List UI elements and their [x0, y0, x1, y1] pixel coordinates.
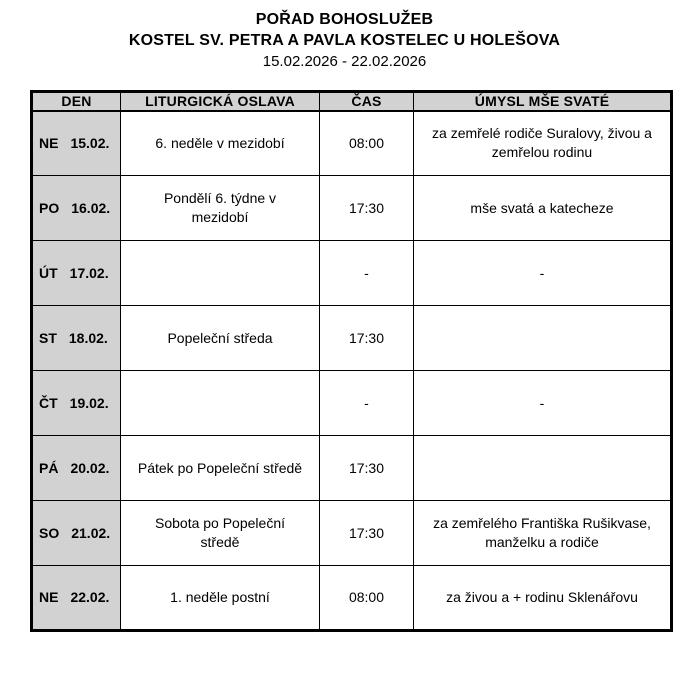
day-cell	[32, 111, 121, 176]
day-abbrev: SO	[39, 524, 60, 541]
intention-cell: za živou a + rodinu Sklenářovu	[414, 566, 672, 631]
day-cell	[32, 371, 121, 436]
table-row	[32, 306, 672, 371]
intention-cell: za zemřelé rodiče Suralovy, živou a zemřelou rodinu	[414, 111, 672, 176]
celebration-cell	[121, 241, 320, 306]
intention-cell: -	[414, 241, 672, 306]
header-row	[32, 92, 672, 111]
table-row	[32, 371, 672, 436]
time-cell: 17:30	[320, 176, 414, 241]
celebration-cell	[121, 371, 320, 436]
time-cell: -	[320, 371, 414, 436]
day-abbrev: ST	[39, 329, 57, 346]
time-cell: 08:00	[320, 111, 414, 176]
day-cell	[32, 501, 121, 566]
table-row	[32, 436, 672, 501]
day-date: 20.02.	[70, 459, 110, 476]
day-cell	[32, 306, 121, 371]
day-date: 16.02.	[71, 199, 111, 216]
day-abbrev: ÚT	[39, 264, 58, 281]
time-cell: 08:00	[320, 566, 414, 631]
celebration-cell: Sobota po Popeleční středě	[121, 501, 320, 566]
day-cell	[32, 241, 121, 306]
celebration-cell: Pátek po Popeleční středě	[121, 436, 320, 501]
day-date: 17.02.	[69, 264, 109, 281]
intention-cell	[414, 436, 672, 501]
day-date: 22.02.	[70, 589, 110, 606]
intention-cell: -	[414, 371, 672, 436]
header-cell-umysl-mse-svate: ÚMYSL MŠE SVATÉ	[414, 92, 672, 111]
date-range: 15.02.2026 - 22.02.2026	[262, 53, 427, 70]
day-abbrev: PO	[39, 199, 60, 216]
table-row	[32, 111, 672, 176]
schedule-table-body	[32, 111, 672, 631]
header-cell-liturgicka-oslava: LITURGICKÁ OSLAVA	[121, 92, 320, 111]
intention-cell	[414, 306, 672, 371]
header-cell-den: DEN	[32, 92, 121, 111]
time-cell: -	[320, 241, 414, 306]
table-row	[32, 501, 672, 566]
day-date: 19.02.	[69, 394, 109, 411]
church-title: KOSTEL SV. PETRA A PAVLA KOSTELEC U HOLEŠOVA	[128, 32, 561, 49]
day-abbrev: NE	[39, 134, 59, 151]
table-row	[32, 566, 672, 631]
time-cell: 17:30	[320, 436, 414, 501]
celebration-cell: 1. neděle postní	[121, 566, 320, 631]
day-date: 18.02.	[68, 329, 108, 346]
table-row	[32, 241, 672, 306]
day-cell	[32, 176, 121, 241]
header-cell-cas: ČAS	[320, 92, 414, 111]
day-abbrev: ČT	[39, 394, 58, 411]
table-row	[32, 176, 672, 241]
day-abbrev: NE	[39, 589, 59, 606]
celebration-cell: 6. neděle v mezidobí	[121, 111, 320, 176]
day-cell	[32, 566, 121, 631]
day-date: 15.02.	[70, 134, 110, 151]
day-date: 21.02.	[71, 524, 111, 541]
schedule-table	[30, 90, 673, 632]
page-title: POŘAD BOHOSLUŽEB	[255, 11, 434, 28]
day-abbrev: PÁ	[39, 459, 59, 476]
celebration-cell: Pondělí 6. týdne v mezidobí	[121, 176, 320, 241]
time-cell: 17:30	[320, 306, 414, 371]
intention-cell: mše svatá a katecheze	[414, 176, 672, 241]
day-cell	[32, 436, 121, 501]
intention-cell: za zemřelého Františka Rušikvase, manželku a rodiče	[414, 501, 672, 566]
schedule-table-header	[32, 92, 672, 111]
celebration-cell: Popeleční středa	[121, 306, 320, 371]
time-cell: 17:30	[320, 501, 414, 566]
document-header	[0, 9, 689, 72]
